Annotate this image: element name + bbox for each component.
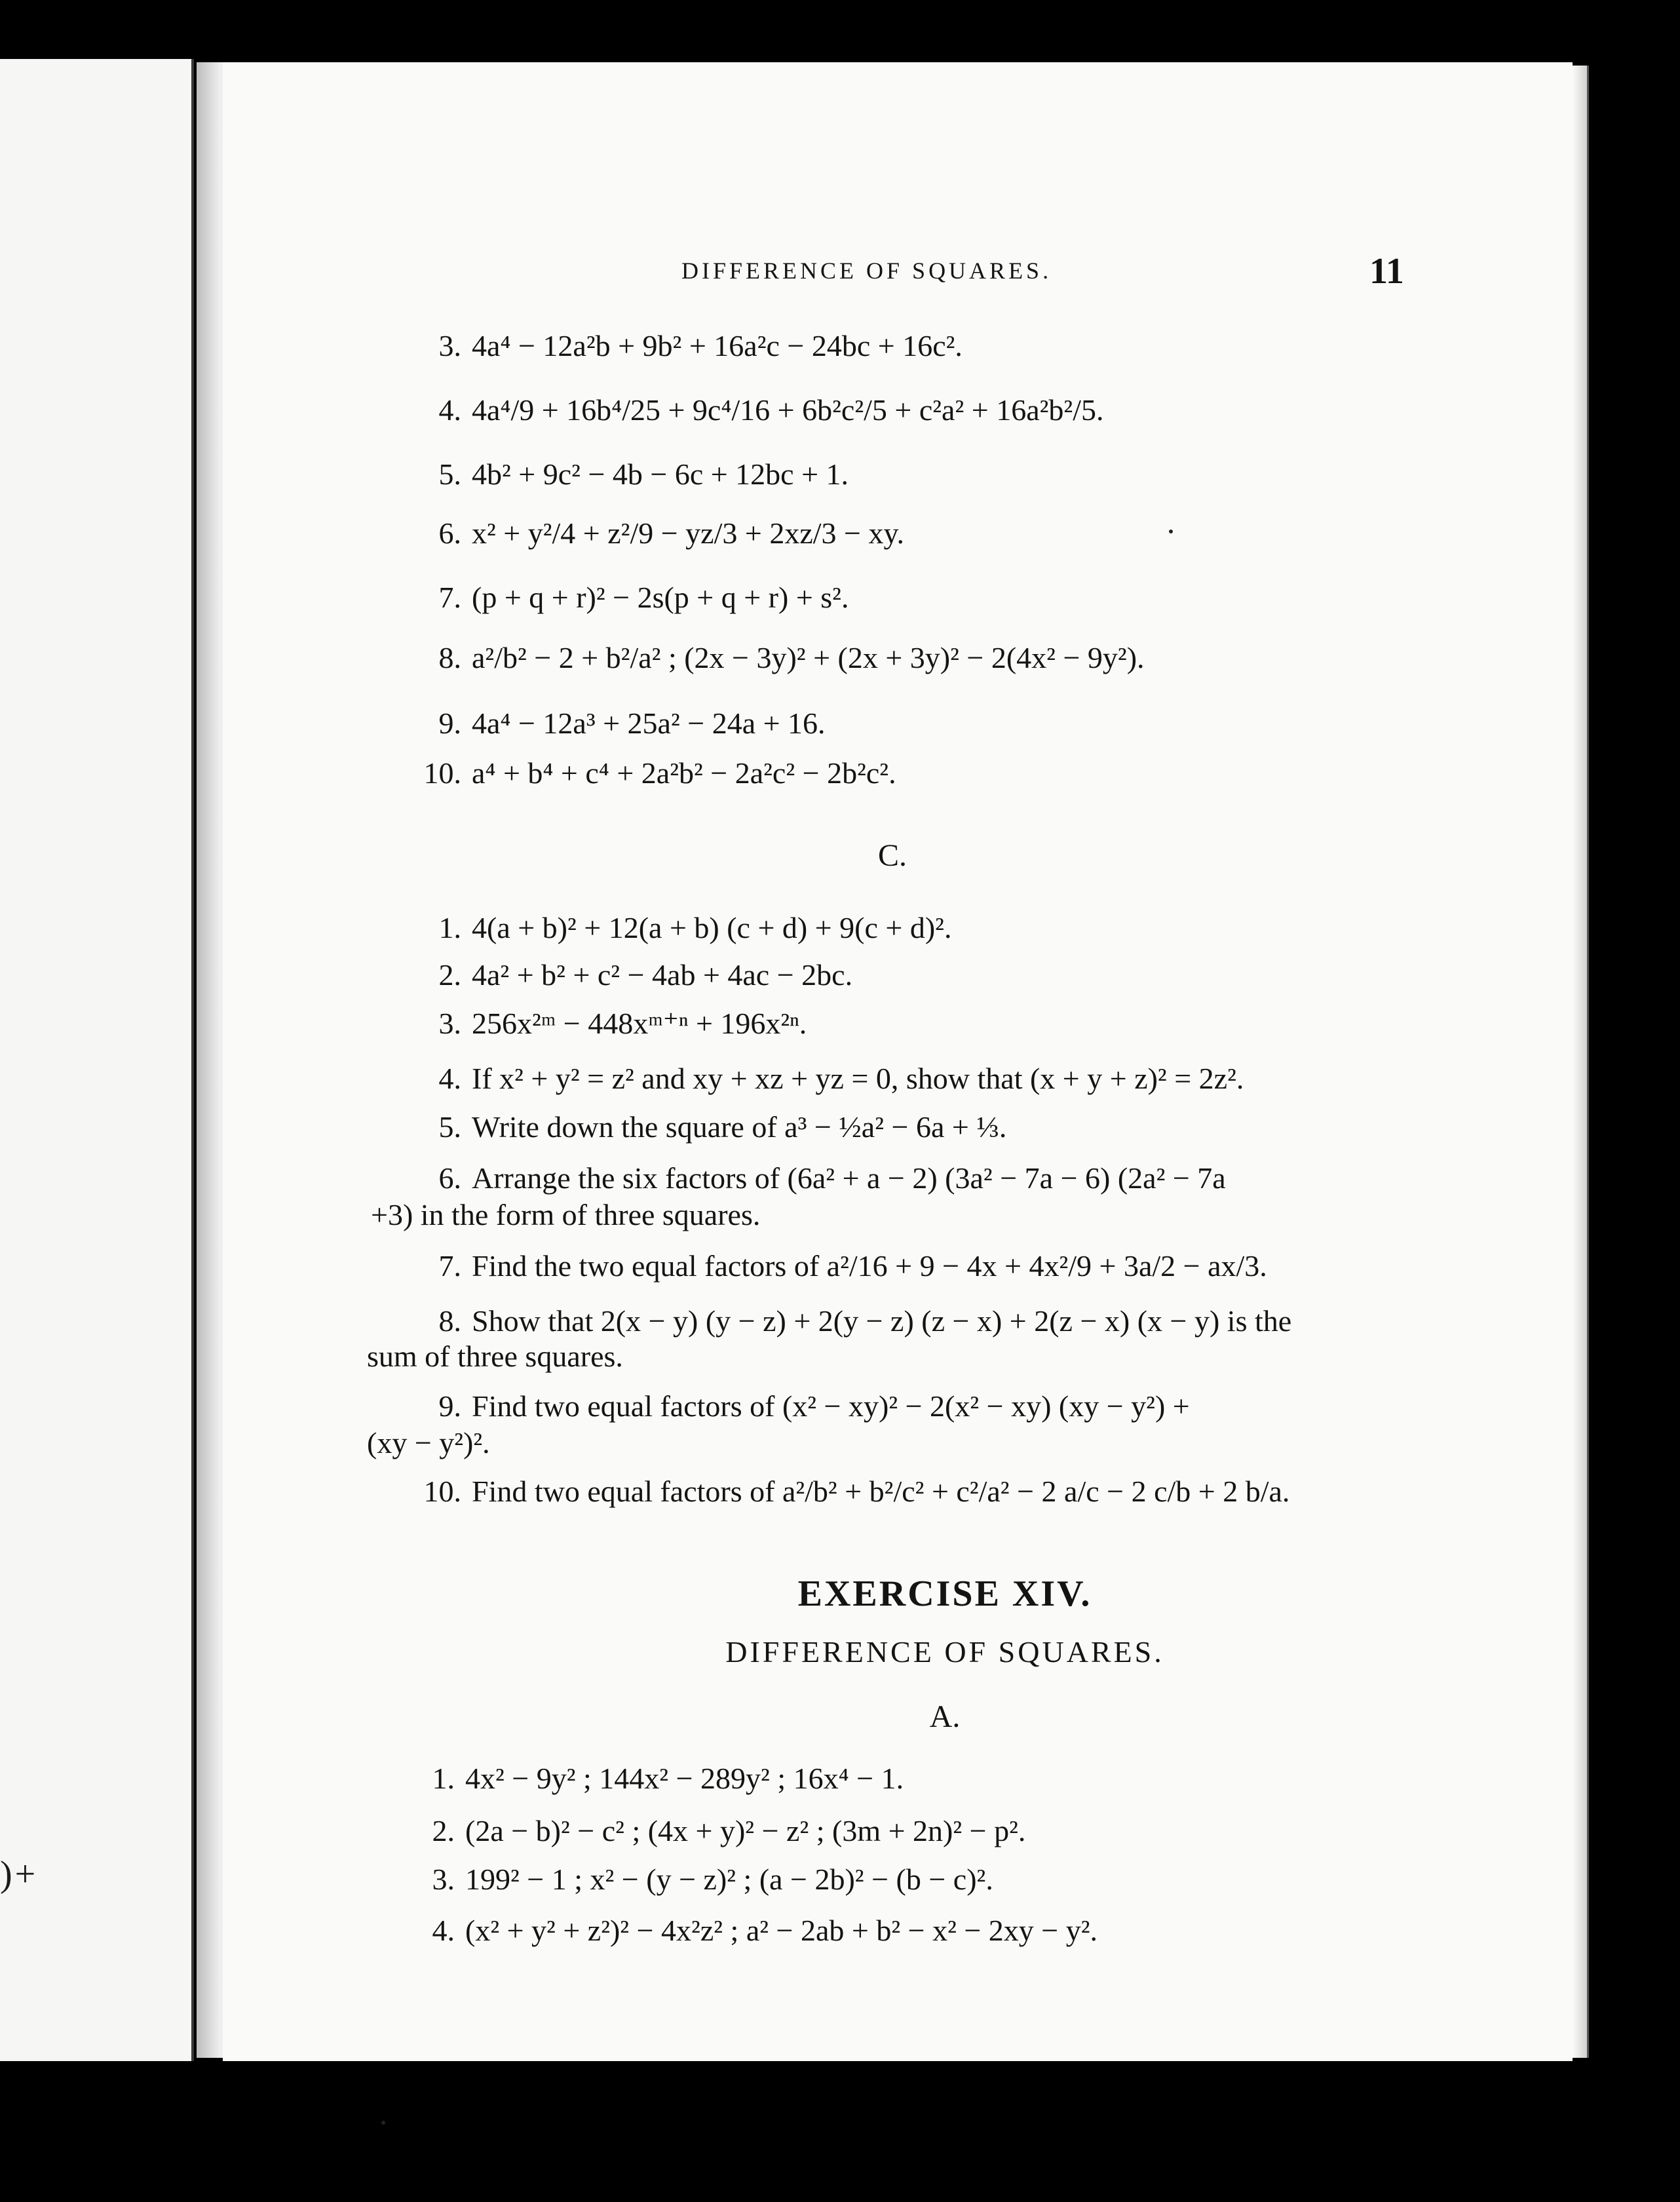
item-text: Arrange the six factors of (6a² + a − 2) (3a² − 7a − 6) (2a² − 7a xyxy=(472,1161,1226,1195)
list-item xyxy=(411,392,1103,429)
item-text: (x² + y² + z²)² − 4x²z² ; a² − 2ab + b² − x² − 2xy − y². xyxy=(465,1914,1098,1947)
item-text: 4a² + b² + c² − 4ab + 4ac − 2bc. xyxy=(472,958,853,992)
section-heading-c: C. xyxy=(877,838,907,873)
list-item xyxy=(411,328,963,364)
list-item xyxy=(411,1303,1291,1340)
running-head: DIFFERENCE OF SQUARES. xyxy=(681,258,1052,284)
item-number: 1. xyxy=(432,1762,455,1795)
item-number: 7. xyxy=(438,1249,461,1283)
item-text: (2a − b)² − c² ; (4x + y)² − z² ; (3m + 2n)² − p². xyxy=(465,1814,1026,1847)
left-page-text-fragment: )+ xyxy=(0,1854,39,1895)
list-item xyxy=(411,1060,1244,1097)
item-number: 4. xyxy=(438,1062,461,1095)
item-number: 10. xyxy=(423,1475,461,1508)
item-continuation: (xy − y²)². xyxy=(367,1426,490,1459)
item-number: 8. xyxy=(438,641,461,674)
item-text: Find two equal factors of (x² − xy)² − 2(x² − xy) (xy − y²) + xyxy=(472,1389,1190,1423)
item-continuation: sum of three squares. xyxy=(367,1340,623,1373)
item-number: 9. xyxy=(438,1389,461,1423)
item-text: a²/b² − 2 + b²/a² ; (2x − 3y)² + (2x + 3y)² − 2(4x² − 9y²). xyxy=(472,641,1145,674)
item-number: 10. xyxy=(423,756,461,790)
list-item xyxy=(392,755,896,792)
list-item xyxy=(411,1248,1267,1284)
item-text: x² + y²/4 + z²/9 − yz/3 + 2xz/3 − xy. xyxy=(472,516,904,550)
item-text: (p + q + r)² − 2s(p + q + r) + s². xyxy=(472,581,849,614)
list-item xyxy=(411,957,852,994)
list-item xyxy=(405,1912,1098,1949)
exercise-subtitle: DIFFERENCE OF SQUARES. xyxy=(725,1635,1164,1669)
exercise-title: EXERCISE XIV. xyxy=(797,1574,1092,1614)
item-number: 8. xyxy=(438,1304,461,1338)
item-text: Write down the square of a³ − ½a² − 6a + ⅓. xyxy=(472,1110,1007,1144)
section-heading-a: A. xyxy=(929,1699,961,1734)
item-number: 1. xyxy=(438,911,461,944)
list-item xyxy=(411,1388,1190,1425)
page-right-edge xyxy=(1573,66,1589,2058)
item-text: Find two equal factors of a²/b² + b²/c² + c²/a² − 2 a/c − 2 c/b + 2 b/a. xyxy=(472,1475,1290,1508)
item-text: Find the two equal factors of a²/16 + 9 − 4x + 4x²/9 + 3a/2 − ax/3. xyxy=(472,1249,1267,1283)
left-page-edge xyxy=(0,59,194,2061)
list-item xyxy=(392,1473,1289,1510)
list-item xyxy=(411,1160,1226,1197)
page-number: 11 xyxy=(1369,251,1404,292)
item-text: 256x²ᵐ − 448xᵐ⁺ⁿ + 196x²ⁿ. xyxy=(472,1007,807,1040)
item-number: 2. xyxy=(432,1814,455,1847)
list-item xyxy=(411,640,1145,676)
list-item xyxy=(411,515,904,552)
list-item xyxy=(411,1109,1006,1146)
list-item xyxy=(405,1861,993,1898)
item-number: 3. xyxy=(438,329,461,362)
list-item xyxy=(411,579,849,616)
item-number: 6. xyxy=(438,1161,461,1195)
item-text: 4x² − 9y² ; 144x² − 289y² ; 16x⁴ − 1. xyxy=(465,1762,904,1795)
item-text: 199² − 1 ; x² − (y − z)² ; (a − 2b)² − (b − c)². xyxy=(465,1863,993,1896)
item-text: Show that 2(x − y) (y − z) + 2(y − z) (z − x) + 2(z − x) (x − y) is the xyxy=(472,1304,1292,1338)
item-number: 4. xyxy=(432,1914,455,1947)
list-item xyxy=(411,456,849,493)
item-number: 4. xyxy=(438,393,461,427)
item-text: 4(a + b)² + 12(a + b) (c + d) + 9(c + d)². xyxy=(472,911,952,944)
item-continuation: +3) in the form of three squares. xyxy=(371,1198,761,1231)
item-number: 6. xyxy=(438,516,461,550)
item-number: 7. xyxy=(438,581,461,614)
item-number: 5. xyxy=(438,457,461,491)
list-item xyxy=(405,1813,1025,1849)
item-text: 4a⁴/9 + 16b⁴/25 + 9c⁴/16 + 6b²c²/5 + c²a² + 16a²b²/5. xyxy=(472,393,1104,427)
item-number: 2. xyxy=(438,958,461,992)
list-item xyxy=(411,705,826,742)
item-text: 4a⁴ − 12a³ + 25a² − 24a + 16. xyxy=(472,706,826,740)
item-text: a⁴ + b⁴ + c⁴ + 2a²b² − 2a²c² − 2b²c². xyxy=(472,756,896,790)
item-text: 4b² + 9c² − 4b − 6c + 12bc + 1. xyxy=(472,457,849,491)
item-number: 9. xyxy=(438,706,461,740)
item-text: If x² + y² = z² and xy + xz + yz = 0, show that (x + y + z)² = 2z². xyxy=(472,1062,1244,1095)
list-item xyxy=(411,910,951,946)
item-number: 3. xyxy=(438,1007,461,1040)
list-item xyxy=(411,1005,807,1042)
list-item xyxy=(405,1760,904,1797)
print-speck xyxy=(381,2121,385,2125)
print-speck xyxy=(1169,530,1173,533)
item-number: 5. xyxy=(438,1110,461,1144)
item-text: 4a⁴ − 12a²b + 9b² + 16a²c − 24bc + 16c². xyxy=(472,329,963,362)
item-number: 3. xyxy=(432,1863,455,1896)
